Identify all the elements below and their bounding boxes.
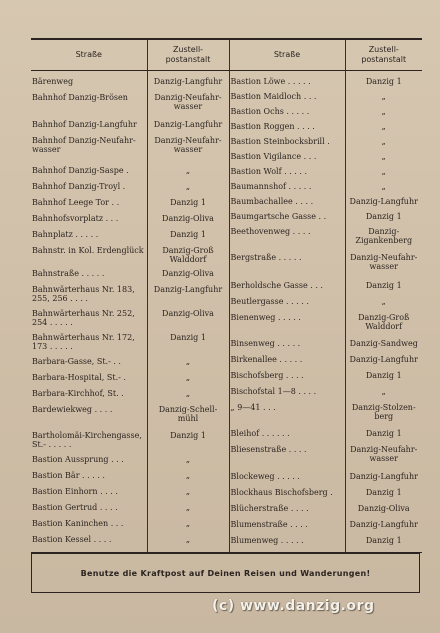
left-post-entry: Danzig-Langfuhr — [153, 285, 223, 294]
left-post-entry: „ — [185, 357, 191, 366]
right-post-entry: Danzig-Neufahr- wasser — [350, 253, 418, 271]
right-post-entry: „ — [381, 137, 386, 146]
right-post-entry: „ — [381, 152, 386, 161]
left-street-entry: Bahnhof Danzig-Brösen — [32, 93, 128, 102]
left-street-entry: Bahnstr. in Kol. Erdenglück — [32, 246, 144, 255]
left-street-entry: Bastion Bär . . . . . — [32, 471, 105, 480]
right-post-entry: Danzig-Langfuhr — [349, 472, 418, 481]
left-post-entry: Danzig 1 — [170, 198, 206, 207]
left-street-entry: Bartholomäi-Kirchengasse, St.- . . . . . — [32, 431, 142, 449]
right-street-entry: Blockhaus Bischofsberg . — [230, 488, 333, 497]
left-post-entry: „ — [185, 389, 191, 398]
left-street-entry: Bahnwärterhaus Nr. 252, 254 . . . . . — [32, 309, 135, 327]
left-street-entry: Bahnwärterhaus Nr. 183, 255, 256 . . . . — [32, 285, 135, 303]
left-street-entry: Barbara-Gasse, St.- . . — [32, 357, 121, 366]
left-street-entry: Bahnhof Danzig-Neufahr- wasser — [32, 136, 136, 154]
right-street-entry: Blumenstraße . . . . — [230, 520, 308, 529]
right-street-entry: Bastion Roggen . . . . — [230, 122, 315, 131]
left-street-entry: Bastion Kessel . . . . — [32, 535, 112, 544]
right-post-entry: Danzig-Sandweg — [349, 339, 418, 348]
kraftpost-banner: Benutze die Kraftpost auf Deinen Reisen und Wanderungen! — [31, 553, 420, 593]
left-post-entry: Danzig-Neufahr- wasser — [154, 93, 222, 111]
right-street-entry: Berholdsche Gasse . . . — [230, 281, 323, 290]
right-street-entry: Bastion Maidloch . . . — [230, 92, 317, 101]
left-post-column — [147, 77, 229, 553]
right-street-entry: Blumenweg . . . . . — [230, 536, 304, 545]
right-street-entry: Beutlergasse . . . . . — [230, 297, 309, 306]
right-post-entry: „ — [381, 297, 386, 306]
left-post-entry: Danzig-Langfuhr — [153, 77, 223, 86]
left-street-entry: Bastion Kaninchen . . . — [32, 519, 124, 528]
header-post-left: Zustell- postanstalt — [147, 39, 229, 71]
right-post-entry: Danzig-Oliva — [357, 504, 410, 513]
right-street-entry: Bliesenstraße . . . . — [230, 445, 307, 454]
left-post-entry: Danzig-Neufahr- wasser — [154, 136, 222, 154]
right-street-entry: Baumgartsche Gasse . . — [230, 212, 327, 221]
right-street-entry: Bleihof . . . . . . — [230, 429, 290, 438]
right-street-entry: Bastion Wolf . . . . . — [230, 167, 307, 176]
left-post-entry: Danzig-Oliva — [162, 269, 214, 278]
left-post-entry: „ — [185, 503, 191, 512]
left-street-entry: Bahnhof Leege Tor . . — [32, 198, 120, 207]
right-post-entry: Danzig 1 — [365, 77, 402, 86]
right-post-entry: Danzig- Zigankenberg — [355, 227, 413, 245]
right-post-entry: Danzig-Langfuhr — [349, 197, 418, 206]
right-street-entry: Bischofsberg . . . . — [230, 371, 304, 380]
left-street-entry: Bastion Einhorn . . . . — [32, 487, 118, 496]
left-post-entry: „ — [185, 471, 191, 480]
right-post-entry: Danzig 1 — [365, 536, 402, 545]
left-street-entry: Bahnwärterhaus Nr. 172, 173 . . . . . — [32, 333, 135, 351]
right-street-entry: Beethovenweg . . . . — [230, 227, 311, 236]
right-post-entry: Danzig-Langfuhr — [349, 520, 418, 529]
right-post-column — [345, 77, 422, 553]
right-post-entry: Danzig-Langfuhr — [349, 355, 418, 364]
header-street-right: Straße — [229, 39, 345, 71]
left-street-entry: Bahnplatz . . . . . — [32, 230, 99, 239]
left-street-entry: Bardewiekweg . . . . — [32, 405, 113, 414]
right-post-entry: „ — [381, 92, 386, 101]
right-street-entry: Blockeweg . . . . . — [230, 472, 300, 481]
left-post-entry: „ — [185, 487, 191, 496]
left-street-column — [31, 77, 147, 553]
right-street-entry: Blücherstraße . . . . — [230, 504, 309, 513]
right-street-entry: Bastion Steinbocksbrill . — [230, 137, 330, 146]
right-street-entry: Bastion Löwe . . . . . — [230, 77, 311, 86]
left-street-entry: Barbara-Hospital, St.- . — [32, 373, 126, 382]
right-post-entry: Danzig 1 — [365, 429, 402, 438]
left-street-entry: Bastion Gertrud . . . . — [32, 503, 118, 512]
left-post-entry: „ — [185, 373, 191, 382]
left-street-entry: Bahnhof Danzig-Langfuhr — [32, 120, 137, 129]
right-post-entry: „ — [381, 182, 386, 191]
left-post-entry: Danzig 1 — [170, 333, 206, 342]
right-street-column — [229, 77, 345, 553]
right-post-entry: Danzig-Neufahr- wasser — [350, 445, 418, 463]
right-street-entry: Bergstraße . . . . . — [230, 253, 302, 262]
left-post-entry: „ — [185, 519, 191, 528]
header-street-left: Straße — [31, 39, 147, 71]
right-post-entry: „ — [381, 107, 386, 116]
left-post-entry: „ — [185, 166, 191, 175]
left-street-entry: Bärenweg — [32, 77, 74, 86]
right-post-entry: Danzig 1 — [365, 212, 402, 221]
left-post-entry: Danzig-Schell- mühl — [158, 405, 218, 423]
left-street-entry: Bahnstraße . . . . . — [32, 269, 105, 278]
left-street-entry: Bastion Aussprung . . . — [32, 455, 124, 464]
right-street-entry: Baumbachallee . . . . — [230, 197, 314, 206]
right-post-entry: „ — [381, 387, 386, 396]
left-post-entry: Danzig 1 — [170, 431, 206, 440]
right-street-entry: Baumannshof . . . . . — [230, 182, 312, 191]
table-header-row — [31, 39, 422, 71]
right-post-entry: „ — [381, 122, 386, 131]
left-street-entry: Bahnhof Danzig-Troyl . — [32, 182, 126, 191]
left-post-entry: Danzig-Langfuhr — [153, 120, 223, 129]
right-post-entry: Danzig-Stolzen- berg — [351, 403, 416, 421]
left-street-entry: Bahnhof Danzig-Saspe . — [32, 166, 129, 175]
right-post-entry: Danzig 1 — [365, 281, 402, 290]
right-street-entry: „ 9—41 . . . — [230, 403, 276, 412]
street-directory-table — [31, 38, 422, 553]
table-body-row — [31, 77, 422, 553]
right-street-entry: Bastion Vigilance . . . — [230, 152, 317, 161]
watermark: (c) www.danzig.org — [212, 598, 375, 614]
left-post-entry: Danzig-Groß Walddorf — [162, 246, 214, 264]
right-street-entry: Bischofstal 1—8 . . . . — [230, 387, 317, 396]
right-post-entry: „ — [381, 167, 386, 176]
right-street-entry: Bastion Ochs . . . . . — [230, 107, 310, 116]
left-street-entry: Barbara-Kirchhof, St. . — [32, 389, 124, 398]
left-street-entry: Bahnhofsvorplatz . . . — [32, 214, 119, 223]
left-post-entry: „ — [185, 535, 191, 544]
left-post-entry: „ — [185, 182, 191, 191]
right-post-entry: Danzig 1 — [365, 371, 402, 380]
header-post-right: Zustell- postanstalt — [345, 39, 422, 71]
left-post-entry: Danzig-Oliva — [162, 309, 214, 318]
right-street-entry: Birkenallee . . . . . — [230, 355, 303, 364]
right-street-entry: Bienenweg . . . . . — [230, 313, 301, 322]
left-post-entry: Danzig 1 — [170, 230, 206, 239]
left-post-entry: Danzig-Oliva — [162, 214, 214, 223]
right-street-entry: Binsenweg . . . . . — [230, 339, 301, 348]
right-post-entry: Danzig 1 — [365, 488, 402, 497]
left-post-entry: „ — [185, 455, 191, 464]
right-post-entry: Danzig-Groß Walddorf — [358, 313, 410, 331]
